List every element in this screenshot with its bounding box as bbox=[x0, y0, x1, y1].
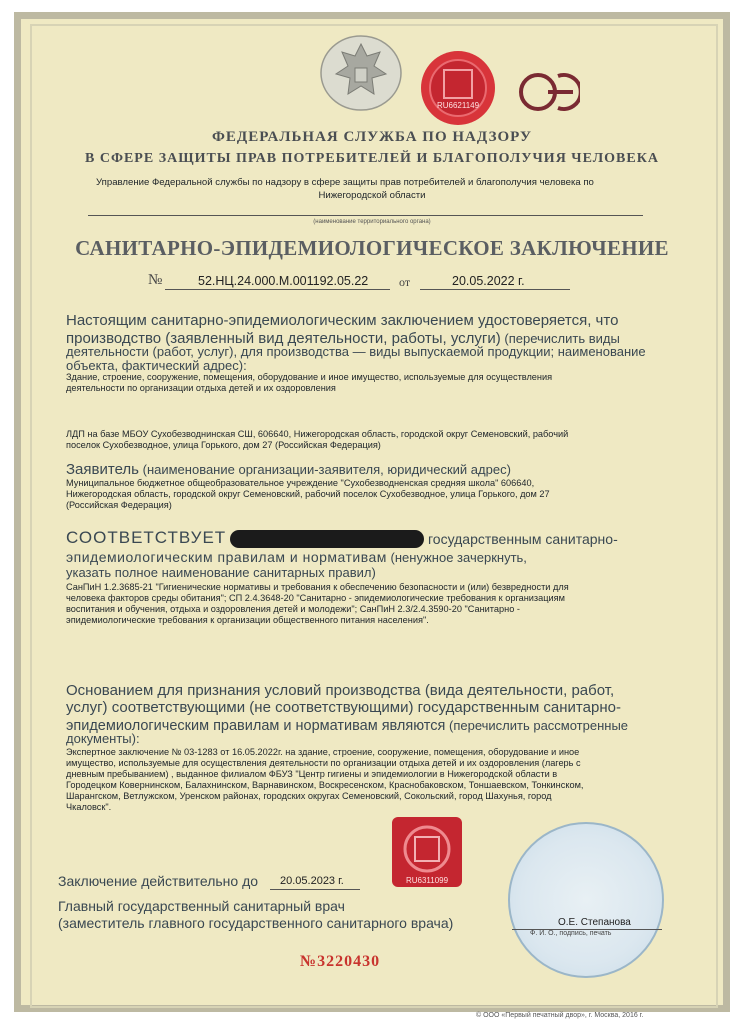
agency-title-line2: В СФЕРЕ ЗАЩИТЫ ПРАВ ПОТРЕБИТЕЛЕЙ И БЛАГОПОЛУЧИЯ ЧЕЛОВЕКА bbox=[85, 151, 659, 166]
applicant-heading-note: (наименование организации-заявителя, юридический адрес) bbox=[139, 462, 511, 477]
validity-label: Заключение действительно до bbox=[58, 873, 259, 889]
basis-text-line6: Чкаловск". bbox=[66, 802, 112, 812]
agency-title-line1: ФЕДЕРАЛЬНАЯ СЛУЖБА ПО НАДЗОРУ bbox=[212, 129, 532, 145]
applicant-text-line2: Нижегородская область, городской округ Семеновский, рабочий поселок Сухобезводное, улица Горького, дом 27 bbox=[66, 489, 550, 499]
number-label: № bbox=[148, 272, 163, 288]
office-line1: Управление Федеральной службы по надзору в сфере защиты прав потребителей и благополучия человека по bbox=[96, 177, 594, 188]
rules-line4: эпидемиологические требования к организации общественного питания населения". bbox=[66, 615, 429, 625]
rules-line3: воспитания и обучения, отдыха и оздоровления детей и молодежи"; СанПиН 2.3/2.4.3590-20 "Санитарно - bbox=[66, 604, 520, 614]
applicant-heading: Заявитель bbox=[66, 461, 139, 478]
conformity-tail: государственным санитарно- bbox=[428, 531, 618, 547]
rules-line2: человека факторов среды обитания"; СП 2.4.3648-20 "Санитарно - эпидемиологические требования к организациям bbox=[66, 593, 565, 603]
signature-role-line2: (заместитель главного государственного санитарного врача) bbox=[58, 915, 454, 931]
signature-role-line1: Главный государственный санитарный врач bbox=[58, 898, 345, 914]
issue-date: 20.05.2022 г. bbox=[452, 274, 525, 288]
conformity-line2b: (ненужное зачеркнуть, bbox=[386, 550, 527, 565]
basis-heading-line3b: (перечислить рассмотренные bbox=[445, 718, 629, 733]
redaction-mark bbox=[230, 530, 424, 548]
object-address-line1: ЛДП на базе МБОУ Сухобезводнинская СШ, 606640, Нижегородская область, городской округ Семеновский, рабочий bbox=[66, 429, 569, 439]
validity-date: 20.05.2023 г. bbox=[280, 875, 344, 887]
conformity-line3: указать полное наименование санитарных правил) bbox=[66, 565, 376, 580]
blank-serial-number: №3220430 bbox=[300, 953, 381, 970]
object-text-line1: Здание, строение, сооружение, помещения, оборудование и иное имущество, используемые для осуществления bbox=[66, 372, 553, 382]
official-round-seal bbox=[508, 822, 664, 978]
rules-line1: СанПиН 1.2.3685-21 "Гигиенические нормативы и требования к обеспечению безопасности и (или) безвредности для bbox=[66, 582, 569, 592]
office-caption: (наименование территориального органа) bbox=[313, 219, 431, 225]
se-mark-logo-icon bbox=[518, 70, 580, 114]
hologram-bottom-code: RU6311099 bbox=[405, 876, 449, 885]
document-title: САНИТАРНО-ЭПИДЕМИОЛОГИЧЕСКОЕ ЗАКЛЮЧЕНИЕ bbox=[75, 236, 669, 260]
hologram-code: RU6621149 bbox=[436, 101, 480, 110]
date-from-label: от bbox=[399, 275, 411, 289]
basis-text-line2: имущество, используемые для осуществления деятельности по организации отдыха детей и их оздоровления (лагерь с bbox=[66, 758, 581, 768]
signature-caption: Ф. И. О., подпись, печать bbox=[530, 930, 612, 937]
coat-of-arms-emblem-icon bbox=[320, 34, 402, 112]
object-address-line2: поселок Сухобезводное, улица Горького, дом 27 (Российская Федерация) bbox=[66, 440, 381, 450]
conformity-line2a: эпидемиологическим правилам и нормативам bbox=[66, 549, 387, 565]
basis-heading-line2: услуг) соответствующими (не соответствующими) государственным санитарно- bbox=[66, 699, 621, 716]
object-heading-line1: Настоящим санитарно-эпидемиологическим заключением удостоверяется, что bbox=[66, 312, 619, 329]
object-heading-line2b: (перечислить виды bbox=[500, 331, 620, 346]
basis-text-line1: Экспертное заключение № 03-1283 от 16.05.2022г. на здание, строение, сооружение, помещения, оборудование и иное bbox=[66, 747, 580, 757]
office-line2: Нижегородской области bbox=[318, 190, 426, 201]
basis-heading-line4: документы): bbox=[66, 731, 140, 746]
applicant-text-line3: (Российская Федерация) bbox=[66, 500, 172, 510]
hologram-seal-icon bbox=[420, 50, 496, 126]
hologram-seal-bottom-icon bbox=[390, 815, 464, 889]
object-heading-line4: объекта, фактический адрес): bbox=[66, 358, 247, 373]
object-text-line2: деятельности по организации отдыха детей и их оздоровления bbox=[66, 383, 336, 393]
printer-footer: © ООО «Первый печатный двор», г. Москва, 2016 г. bbox=[476, 1012, 644, 1019]
basis-text-line5: Шарангском, Ветлужском, Уренском районах, городских округах Семеновский, Сокольский, город Шахунья, город bbox=[66, 791, 552, 801]
basis-heading-line1: Основанием для признания условий производства (вида деятельности, работ, bbox=[66, 682, 615, 699]
conformity-word: СООТВЕТСТВУЕТ bbox=[66, 528, 227, 547]
certificate-number: 52.НЦ.24.000.М.001192.05.22 bbox=[198, 274, 369, 288]
basis-heading-line3a: эпидемиологическим правилам и нормативам являются bbox=[66, 718, 446, 734]
applicant-text-line1: Муниципальное бюджетное общеобразовательное учреждение "Сухобезводненская средняя школа" 606640, bbox=[66, 478, 535, 488]
signatory-name: О.Е. Степанова bbox=[558, 917, 631, 928]
object-heading-line2a: производство (заявленный вид деятельности, работы, услуги) bbox=[66, 330, 501, 347]
basis-text-line4: Городецком Ковернинском, Балахнинском, Варнавинском, Воскресенском, Краснобаковском, Тоншаевском, Тонкинском, bbox=[66, 780, 584, 790]
object-heading-line3: деятельности (работ, услуг), для производства — виды выпускаемой продукции; наименование bbox=[66, 344, 646, 359]
basis-text-line3: дневным пребыванием) , выданное филиалом ФБУЗ "Центр гигиены и эпидемиологии в Нижегородской области в bbox=[66, 769, 558, 779]
